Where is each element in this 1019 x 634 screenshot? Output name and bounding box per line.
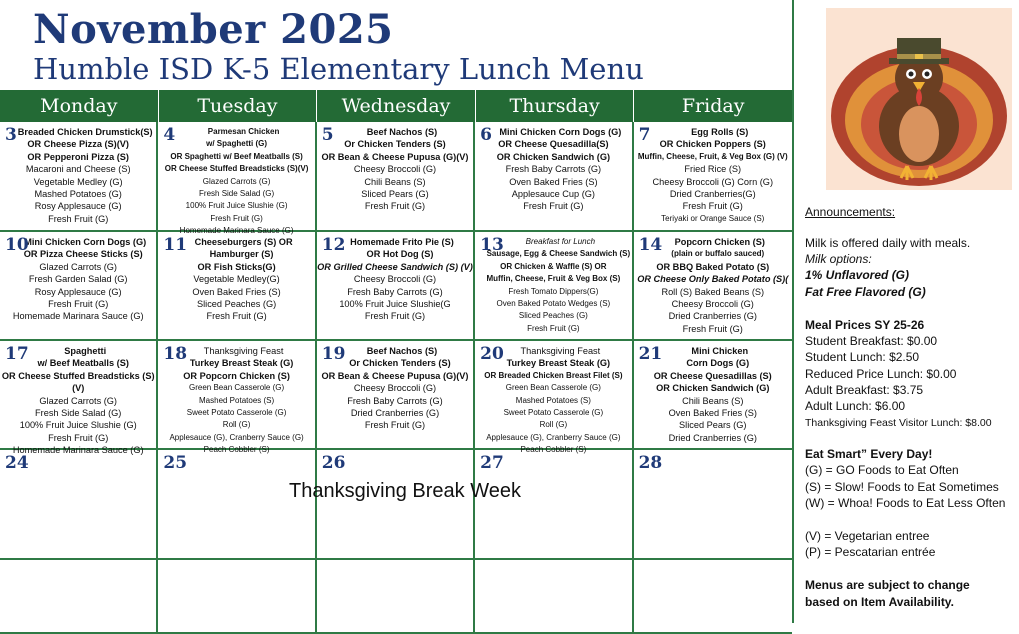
menu-item: Thanksgiving Feast bbox=[520, 346, 601, 356]
menu-item: Oven Baked Potato Wedges (S) bbox=[496, 299, 611, 309]
menu-item: Fresh Baby Carrots (G) bbox=[347, 395, 443, 406]
day-cell bbox=[634, 450, 792, 558]
menu-item: Oven Baked Fries (S) bbox=[509, 176, 598, 187]
announcements-heading: Announcements: bbox=[805, 205, 896, 219]
menu-item: Glazed Carrots (G) bbox=[39, 261, 117, 272]
pescatarian-legend: (P) = Pescatarian entrée bbox=[805, 545, 936, 559]
menu-item: Cheesy Broccoli (G) bbox=[671, 299, 754, 310]
legend-line: (G) = GO Foods to Eat Often bbox=[805, 463, 959, 477]
week-row bbox=[0, 450, 792, 560]
menu-item: Chili Beans (S) bbox=[364, 176, 426, 187]
day-number: 5 bbox=[321, 125, 334, 145]
menu-item: Mashed Potatoes (S) bbox=[199, 395, 275, 405]
disclaimer-line: Menus are subject to change bbox=[805, 578, 970, 592]
menu-item: Dried Cranberries (G) bbox=[668, 311, 757, 322]
day-cell bbox=[158, 232, 316, 339]
menu-item: Cheesy Broccoli (G) bbox=[353, 383, 437, 394]
page-subtitle: Humble ISD K-5 Elementary Lunch Menu bbox=[33, 52, 644, 86]
menu-items bbox=[158, 122, 314, 238]
menu-item: Fresh Side Salad (G) bbox=[35, 408, 122, 419]
menu-items bbox=[0, 560, 156, 564]
day-number: 3 bbox=[5, 125, 17, 145]
day-number: 27 bbox=[480, 453, 504, 473]
weekday-tuesday: Tuesday bbox=[159, 90, 318, 122]
day-number: 11 bbox=[163, 235, 188, 255]
milk-option-2: Fat Free Flavored (G) bbox=[805, 285, 926, 299]
week-row bbox=[0, 341, 792, 456]
day-cell bbox=[634, 560, 792, 632]
day-number: 17 bbox=[5, 344, 29, 364]
day-number: 13 bbox=[480, 235, 504, 255]
menu-item: Vegetable Medley(G) bbox=[193, 274, 280, 285]
menu-item: Sliced Pears (G) bbox=[361, 189, 429, 200]
price-line: Reduced Price Lunch: $0.00 bbox=[805, 367, 957, 381]
day-cell bbox=[0, 122, 158, 230]
day-number: 6 bbox=[480, 125, 493, 145]
menu-item: Rosy Applesauce (G) bbox=[34, 201, 122, 212]
menu-item: Oven Baked Fries (S) bbox=[192, 286, 281, 297]
thanksgiving-break-label: Thanksgiving Break Week bbox=[289, 480, 521, 502]
menu-items bbox=[634, 560, 792, 564]
day-cell bbox=[0, 232, 158, 339]
menu-item: Turkey Breast Steak (G) bbox=[189, 358, 294, 369]
menu-item: Beef Nachos (S) bbox=[366, 127, 438, 137]
day-number: 25 bbox=[163, 453, 188, 473]
day-cell bbox=[158, 341, 316, 455]
weekday-header bbox=[0, 90, 792, 122]
menu-item: OR Cheese Quesadillas (S) bbox=[653, 370, 772, 381]
menu-item: Cheeseburgers (S) OR bbox=[194, 237, 293, 247]
eat-smart-heading: Eat Smart” Every Day! bbox=[805, 447, 933, 461]
menu-item: Teriyaki or Orange Sauce (S) bbox=[661, 213, 765, 223]
price-line: Student Breakfast: $0.00 bbox=[805, 334, 938, 348]
menu-item: Fresh Fruit (G) bbox=[48, 213, 109, 224]
menu-item: Roll (G) bbox=[222, 420, 251, 430]
day-number: 24 bbox=[5, 453, 29, 473]
price-line: Adult Breakfast: $3.75 bbox=[805, 383, 924, 397]
menu-item: Fresh Fruit (G) bbox=[523, 201, 584, 212]
menu-item: Roll (S) Baked Beans (S) bbox=[661, 286, 765, 297]
price-line: Student Lunch: $2.50 bbox=[805, 350, 920, 364]
menu-item: Breaded Chicken Drumstick(S) bbox=[17, 127, 153, 137]
menu-item: Thanksgiving Feast bbox=[203, 346, 284, 356]
menu-item: Egg Rolls (S) bbox=[691, 127, 749, 137]
menu-item: Corn Dogs (G) bbox=[686, 358, 750, 369]
calendar-grid bbox=[0, 122, 792, 634]
menu-item: Mini Chicken Corn Dogs (G) bbox=[24, 237, 147, 247]
menu-item: Homemade Frito Pie (S) bbox=[350, 237, 454, 247]
menu-item: Dried Cranberries (G) bbox=[350, 408, 440, 419]
menu-item: Sliced Pears (G) bbox=[679, 420, 747, 431]
day-cell bbox=[475, 450, 633, 558]
menu-item: Peach Cobbler (S) bbox=[203, 445, 270, 455]
menu-item: OR Bean & Cheese Pupusa (G)(V) bbox=[321, 151, 469, 162]
menu-item: Fresh Fruit (G) bbox=[364, 420, 426, 431]
menu-item: Mini Chicken Corn Dogs (G) bbox=[499, 127, 622, 137]
turkey-icon bbox=[826, 8, 1012, 190]
menu-item: Sliced Peaches (G) bbox=[518, 311, 588, 321]
menu-item: OR Breaded Chicken Breast Filet (S) bbox=[484, 370, 623, 380]
menu-item: Fresh Fruit (G) bbox=[48, 299, 109, 310]
menu-item: Roll (G) bbox=[539, 420, 568, 430]
menu-item: Applesauce (G), Cranberry Sauce (G) bbox=[169, 432, 304, 442]
menu-items bbox=[158, 560, 314, 564]
vegetarian-legend: (V) = Vegetarian entree bbox=[805, 529, 930, 543]
menu-item: OR Pizza Cheese Sticks (S) bbox=[23, 249, 143, 260]
menu-item: Vegetable Medley (G) bbox=[33, 176, 123, 187]
page-title: November 2025 bbox=[33, 6, 394, 53]
menu-item: OR Hot Dog (S) bbox=[366, 249, 434, 260]
weekday-wednesday: Wednesday bbox=[317, 90, 476, 122]
menu-item: Mini Chicken bbox=[691, 346, 749, 356]
menu-item: Green Bean Casserole (G) bbox=[189, 383, 285, 393]
menu-items bbox=[634, 122, 792, 225]
week-row bbox=[0, 122, 792, 236]
menu-item: Fresh Fruit (G) bbox=[364, 311, 426, 322]
day-cell bbox=[634, 122, 792, 230]
day-cell bbox=[475, 122, 633, 230]
menu-item: Sweet Potato Casserole (G) bbox=[186, 408, 287, 418]
milk-line: Milk is offered daily with meals. bbox=[805, 236, 971, 250]
price-line: Thanksgiving Feast Visitor Lunch: $8.00 bbox=[805, 417, 992, 429]
menu-item: Fresh Fruit (G) bbox=[210, 213, 263, 223]
menu-item: OR Cheese Pizza (S)(V) bbox=[27, 139, 129, 150]
day-cell bbox=[158, 450, 316, 558]
menu-item: Glazed Carrots (G) bbox=[39, 395, 117, 406]
week-row bbox=[0, 232, 792, 341]
day-number: 19 bbox=[321, 344, 346, 364]
menu-item: Applesauce Cup (G) bbox=[511, 189, 595, 200]
price-line: Adult Lunch: $6.00 bbox=[805, 399, 906, 413]
menu-item: Fresh Side Salad (G) bbox=[199, 189, 275, 199]
menu-item: Or Chicken Tenders (S) bbox=[349, 358, 451, 369]
menu-item: Sweet Potato Casserole (G) bbox=[503, 408, 604, 418]
milk-option-1: 1% Unflavored (G) bbox=[805, 268, 910, 282]
menu-item: OR Chicken Sandwich (G) bbox=[496, 151, 611, 162]
day-cell bbox=[317, 232, 475, 339]
menu-items bbox=[317, 560, 473, 564]
menu-item: Spaghetti bbox=[64, 346, 107, 356]
menu-item: Chili Beans (S) bbox=[682, 395, 744, 406]
menu-item: Hamburger (S) bbox=[209, 249, 274, 260]
day-number: 4 bbox=[163, 125, 176, 145]
legend-line: (W) = Whoa! Foods to Eat Less Often bbox=[805, 496, 1006, 510]
legend-line: (S) = Slow! Foods to Eat Sometimes bbox=[805, 480, 999, 494]
menu-item: OR Cheese Only Baked Potato (S)( bbox=[637, 274, 789, 285]
menu-item: OR Pepperoni Pizza (S) bbox=[27, 151, 129, 162]
day-number: 28 bbox=[638, 453, 663, 473]
weekday-thursday: Thursday bbox=[476, 90, 635, 122]
menu-item: Muffin, Cheese, Fruit & Veg Box (S) bbox=[486, 274, 621, 284]
menu-item: 100% Fruit Juice Slushie (G) bbox=[19, 420, 137, 431]
menu-item: OR BBQ Baked Potato (S) bbox=[656, 261, 770, 272]
menu-item: Dried Cranberries(G) bbox=[669, 189, 756, 200]
menu-item: OR Grilled Cheese Sandwich (S) (V) bbox=[317, 261, 473, 272]
week-row bbox=[0, 560, 792, 634]
menu-item: Sliced Peaches (G) bbox=[197, 299, 277, 310]
menu-item: w/ Beef Meatballs (S) bbox=[37, 358, 129, 369]
menu-item: Fresh Fruit (G) bbox=[682, 201, 743, 212]
menu-item: Homemade Marinara Sauce (G) bbox=[179, 226, 294, 236]
day-number: 21 bbox=[638, 344, 663, 364]
menu-item: Cheesy Broccoli (G) Corn (G) bbox=[652, 176, 773, 187]
day-cell bbox=[634, 341, 792, 448]
menu-item: Mashed Potatoes (S) bbox=[515, 395, 591, 405]
menu-items bbox=[475, 560, 631, 564]
menu-item: Fresh Fruit (G) bbox=[206, 311, 267, 322]
prices-heading: Meal Prices SY 25-26 bbox=[805, 318, 925, 332]
menu-item: Homemade Marinara Sauce (G) bbox=[12, 445, 144, 456]
menu-item: Fresh Tomato Dippers(G) bbox=[508, 286, 599, 296]
menu-item: OR Cheese Quesadilla(S) bbox=[498, 139, 609, 150]
day-number: 7 bbox=[638, 125, 651, 145]
menu-item: Cheesy Broccoli (G) bbox=[353, 164, 437, 175]
menu-item: OR Popcorn Chicken (S) bbox=[183, 370, 290, 381]
menu-item: 100% Fruit Juice Slushie(G bbox=[339, 299, 451, 310]
day-cell bbox=[317, 122, 475, 230]
milk-options: Milk options: bbox=[805, 252, 872, 266]
menu-item: OR Spaghetti w/ Beef Meatballs (S) bbox=[170, 151, 303, 161]
menu-item: Fresh Fruit (G) bbox=[527, 323, 580, 333]
day-cell bbox=[475, 560, 633, 632]
menu-item: Applesauce (G), Cranberry Sauce (G) bbox=[486, 432, 621, 442]
day-cell bbox=[158, 122, 316, 236]
menu-item: Fresh Fruit (G) bbox=[682, 323, 743, 334]
day-cell bbox=[317, 560, 475, 632]
menu-items bbox=[0, 122, 156, 225]
menu-item: Muffin, Cheese, Fruit, & Veg Box (G) (V) bbox=[637, 151, 788, 161]
menu-item: Popcorn Chicken (S) bbox=[674, 237, 765, 247]
menu-items bbox=[317, 122, 473, 213]
day-number: 14 bbox=[638, 235, 663, 255]
menu-items bbox=[475, 122, 631, 213]
menu-item: OR Cheese Stuffed Breadsticks (S)(V) bbox=[1, 370, 155, 394]
day-number: 18 bbox=[163, 344, 188, 364]
menu-item: Peach Cobbler (S) bbox=[520, 445, 587, 455]
menu-item: Dried Cranberries (G) bbox=[668, 432, 757, 443]
day-cell bbox=[634, 232, 792, 339]
menu-item: Fresh Baby Carrots (G) bbox=[505, 164, 602, 175]
weekday-monday: Monday bbox=[0, 90, 159, 122]
day-number: 20 bbox=[480, 344, 504, 364]
menu-item: Beef Nachos (S) bbox=[366, 346, 438, 356]
turkey-illustration bbox=[826, 8, 1012, 190]
menu-item: Turkey Breast Steak (G) bbox=[506, 358, 611, 369]
day-number: 12 bbox=[321, 235, 346, 255]
menu-item: Macaroni and Cheese (S) bbox=[25, 164, 131, 175]
day-cell bbox=[475, 341, 633, 455]
day-number: 26 bbox=[321, 453, 346, 473]
menu-item: Parmesan Chicken bbox=[207, 127, 280, 136]
menu-item: OR Chicken Sandwich (G) bbox=[656, 383, 770, 394]
menu-item: OR Chicken & Waffle (S) OR bbox=[500, 261, 607, 271]
day-number: 10 bbox=[5, 235, 29, 255]
day-cell bbox=[158, 560, 316, 632]
menu-item: Fresh Baby Carrots (G) bbox=[347, 286, 443, 297]
menu-item: OR Fish Sticks(G) bbox=[197, 261, 276, 272]
menu-item: Fried Rice (S) bbox=[684, 164, 742, 175]
menu-item: Mashed Potatoes (G) bbox=[34, 189, 122, 200]
menu-item: w/ Spaghetti (G) bbox=[206, 139, 268, 149]
menu-item: OR Cheese Stuffed Breadsticks (S)(V) bbox=[164, 164, 309, 174]
day-cell bbox=[0, 450, 158, 558]
day-cell bbox=[0, 560, 158, 632]
menu-item: Homemade Marinara Sauce (G) bbox=[12, 311, 144, 322]
menu-item: Fresh Fruit (G) bbox=[48, 432, 109, 443]
day-cell bbox=[0, 341, 158, 456]
menu-item: Fresh Fruit (G) bbox=[364, 201, 426, 212]
menu-item: Or Chicken Tenders (S) bbox=[344, 139, 446, 150]
menu-item: Green Bean Casserole (G) bbox=[505, 383, 601, 393]
menu-item: Rosy Applesauce (G) bbox=[34, 286, 122, 297]
day-cell bbox=[317, 341, 475, 448]
menu-item: Glazed Carrots (G) bbox=[202, 176, 271, 186]
menu-item: (plain or buffalo sauced) bbox=[671, 249, 765, 259]
day-cell bbox=[317, 450, 475, 558]
disclaimer-line: based on Item Availability. bbox=[805, 595, 954, 609]
menu-item: Fresh Garden Salad (G) bbox=[28, 274, 128, 285]
menu-item: 100% Fruit Juice Slushie (G) bbox=[185, 201, 288, 211]
menu-item: Cheesy Broccoli (G) bbox=[353, 274, 437, 285]
menu-item: OR Chicken Poppers (S) bbox=[659, 139, 766, 150]
weekday-friday: Friday bbox=[681, 95, 745, 117]
day-cell bbox=[475, 232, 633, 339]
menu-item: Sausage, Egg & Cheese Sandwich (S) bbox=[486, 249, 631, 259]
menu-item: Oven Baked Fries (S) bbox=[668, 408, 757, 419]
menu-item: OR Bean & Cheese Pupusa (G)(V) bbox=[321, 370, 469, 381]
menu-item: Breakfast for Lunch bbox=[525, 237, 596, 246]
